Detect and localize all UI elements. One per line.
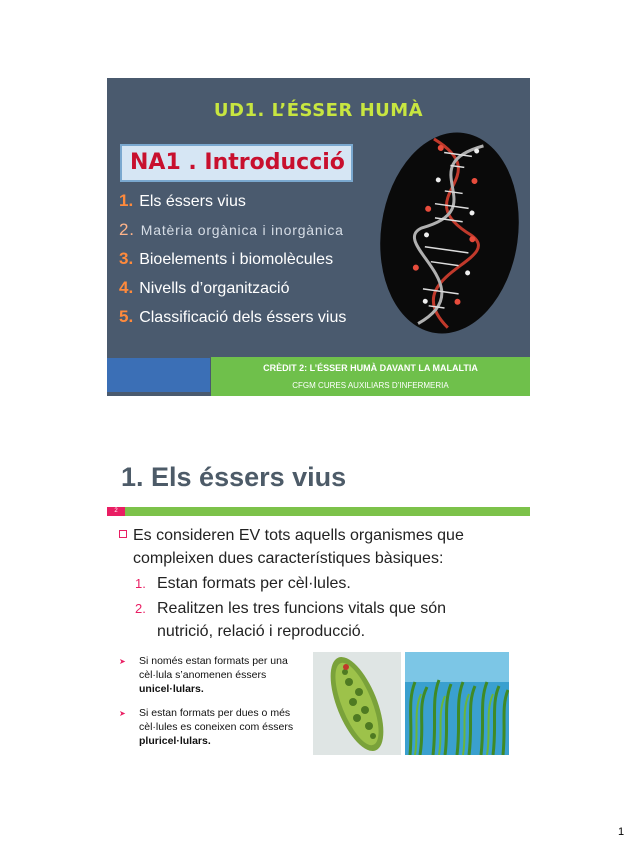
euglena-cell-image: [313, 652, 401, 755]
numbered-point: [135, 597, 475, 643]
footer-course: CFGM CURES AUXILIARS D’INFERMERIA: [292, 381, 449, 390]
subtitle-box: [120, 144, 353, 182]
point-number: 2.: [135, 601, 146, 616]
topic-item: [119, 278, 346, 307]
topic-text: Classificació dels éssers vius: [139, 309, 347, 326]
slide-title: UD1. L’ÉSSER HUMÀ: [213, 100, 424, 121]
page-number: 1: [618, 826, 625, 838]
point-text: Estan formats per cèl·lules.: [157, 575, 351, 592]
topic-number: 3.: [119, 249, 134, 268]
arrow-bullet-icon: ➤: [119, 709, 126, 718]
intro-bullet: [119, 524, 519, 570]
seaweed-image: [405, 652, 509, 755]
topic-item: [119, 307, 346, 336]
slide-els-essers-vius: [107, 440, 530, 758]
note-text: Si estan formats per dues o més cèl·lules es coneixen com éssers: [139, 707, 294, 733]
dna-image: [368, 123, 532, 342]
intro-text: Es consideren EV tots aquells organismes que compleixen dues característiques bàsiques:: [133, 527, 464, 567]
topic-list: [119, 191, 346, 336]
numbered-point: [135, 572, 351, 595]
topic-text: Nivells d’organització: [139, 280, 290, 297]
arrow-bullet-icon: ➤: [119, 657, 126, 666]
topic-number: 1.: [119, 191, 134, 210]
point-text: Realitzen les tres funcions vitals que són nutrició, relació i reproducció.: [157, 600, 447, 640]
slide-title-slide: [107, 78, 530, 396]
topic-text: Els éssers vius: [139, 193, 246, 210]
topic-item: [119, 220, 346, 249]
note-term: unicel·lulars.: [139, 683, 204, 695]
slide-number: 2: [114, 508, 118, 514]
note-term: pluricel·lulars.: [139, 735, 211, 747]
topic-item: [119, 249, 346, 278]
point-number: 1.: [135, 576, 146, 591]
note-multicellular: [119, 706, 307, 748]
topic-number: 4.: [119, 278, 134, 297]
topic-number: 5.: [119, 307, 134, 326]
topic-text: Matèria orgànica i inorgànica: [140, 222, 344, 238]
title-underline-bar: [125, 507, 530, 516]
topic-item: [119, 191, 346, 220]
slide-title: 1. Els éssers vius: [121, 462, 347, 492]
square-bullet-icon: [119, 530, 127, 538]
note-unicellular: [119, 654, 307, 696]
footer-credit: CRÈDIT 2: L’ÉSSER HUMÀ DAVANT LA MALALTIA: [263, 363, 478, 373]
note-text: Si només estan formats per una cèl·lula s’anomenen éssers: [139, 655, 288, 681]
slide-subtitle: NA1 . Introducció: [130, 150, 345, 175]
blue-decoration-box: [107, 358, 210, 392]
topic-text: Bioelements i biomolècules: [139, 251, 334, 268]
topic-number: 2.: [119, 220, 135, 239]
slide-footer: [211, 357, 530, 396]
